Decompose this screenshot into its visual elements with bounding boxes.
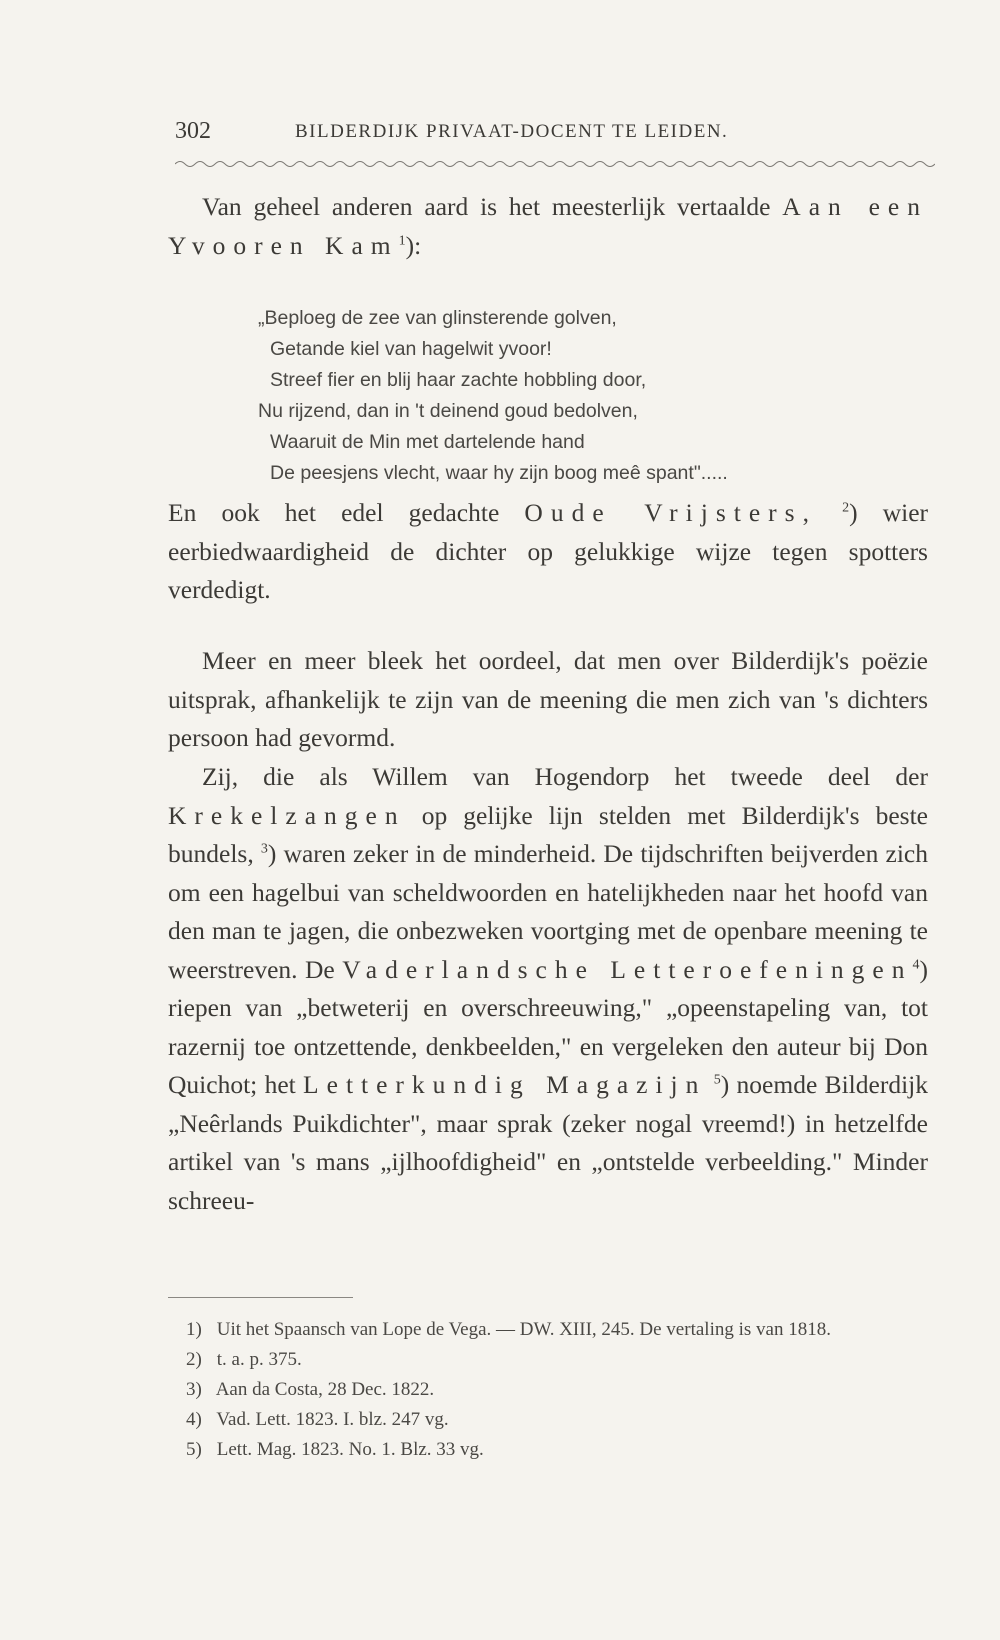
footnote-ref-2: 2 [842,500,850,516]
footnote-number: 4) [186,1409,202,1430]
footnote-item [168,1405,928,1435]
poem-stanza [258,303,910,489]
footnote-ref-5: 5 [713,1072,721,1088]
intro-paragraph [168,188,928,265]
poem-title: Aan een Yvooren Kam [168,192,928,260]
footnote-ref-3: 3 [260,841,268,857]
footnote-number: 5) [186,1439,202,1460]
journal-title-letterkundig: Letterkundig Magazijn [303,1070,707,1099]
para4-part-1: Zij, die als Willem van Hogendorp het tweede deel der [202,762,928,791]
para3-text: Meer en meer bleek het oordeel, dat men over Bilderdijk's poëzie uitsprak, afhankelijk te zijn van de meening die men zich van 's dichters persoon had gevormd. [168,646,928,752]
footnote-item [168,1345,928,1375]
running-title: BILDERDIJK PRIVAAT-DOCENT TE LEIDEN. [295,121,729,142]
wavy-rule-ornament [175,158,935,170]
footnote-text: Uit het Spaansch van Lope de Vega. — DW. XIII, 245. De vertaling is van 1818. [216,1319,831,1340]
footnote-rule [168,1297,353,1298]
intro-text: Van geheel anderen aard is het meesterlijk vertaalde [202,192,771,221]
para4-part-5: ) noemde Bilderdijk „Neêrlands Puikdichter", maar sprak (zeker nogal vreemd!) in hetzelfde artikel van 's mans „ijlhoofdigheid" en „ontstelde verbeelding." Minder schreeu- [168,1070,928,1215]
intro-after: ): [405,230,422,260]
footnote-text: t. a. p. 375. [216,1349,302,1370]
book-title-krekelzangen: Krekelzangen [168,800,406,830]
para2-before: En ook het edel gedachte [168,498,525,527]
footnote-number: 2) [186,1349,202,1370]
running-head [175,118,935,154]
footnote-item [168,1315,928,1345]
poem-line: Nu rijzend, dan in 't deinend goud bedolven, [258,400,638,422]
footnote-text: Aan da Costa, 28 Dec. 1822. [215,1379,435,1400]
poem-line: „Beploeg de zee van glinsterende golven, [258,307,617,329]
footnotes [168,1315,928,1465]
para2-after: ) wier eerbiedwaardigheid de dichter op gelukkige wijze tegen spotters verdedigt. [168,498,929,604]
footnote-ref-1: 1 [398,233,406,248]
paragraph-oude-vrijsters [168,494,928,610]
page-number: 302 [175,118,211,144]
journal-title-vaderlandsche: Vaderlandsche Letteroefeningen [342,954,913,984]
para4-part-3: ) waren zeker in de minderheid. De tijdschriften beijverden zich om een hagelbui van scheldwoorden en hatelijkheden naar het hoofd van den man te jagen, die onbezweken voortging met de openbare meening te weerstreven. De [168,839,928,984]
poem-title: Oude Vrijsters, [524,498,817,527]
footnote-text: Vad. Lett. 1823. I. blz. 247 vg. [216,1409,449,1430]
poem-line: Waaruit de Min met dartelende hand [270,431,585,453]
footnote-number: 3) [186,1379,202,1400]
para4-part-4: ) riepen van „betweterij en overschreeuwing," „opeenstapeling van, tot razernij toe ontzettende, denkbeelden," en vergeleken den auteur bij Don Quichot; het [168,954,928,1099]
poem-line: De peesjens vlecht, waar hy zijn boog meê spant"..... [270,462,728,484]
footnote-item [168,1375,928,1405]
footnote-text: Lett. Mag. 1823. No. 1. Blz. 33 vg. [216,1439,484,1460]
poem-line: Streef fier en blij haar zachte hobbling door, [270,369,647,391]
paragraph-critics [168,758,928,1220]
footnote-item [168,1435,928,1465]
footnote-number: 1) [186,1319,202,1340]
footnote-ref-4: 4 [912,957,920,972]
para4-part-2: op gelijke lijn stelden met Bilderdijk's beste bundels, [168,800,928,868]
paragraph-oordeel [168,642,928,758]
poem-line: Getande kiel van hagelwit yvoor! [270,338,552,360]
